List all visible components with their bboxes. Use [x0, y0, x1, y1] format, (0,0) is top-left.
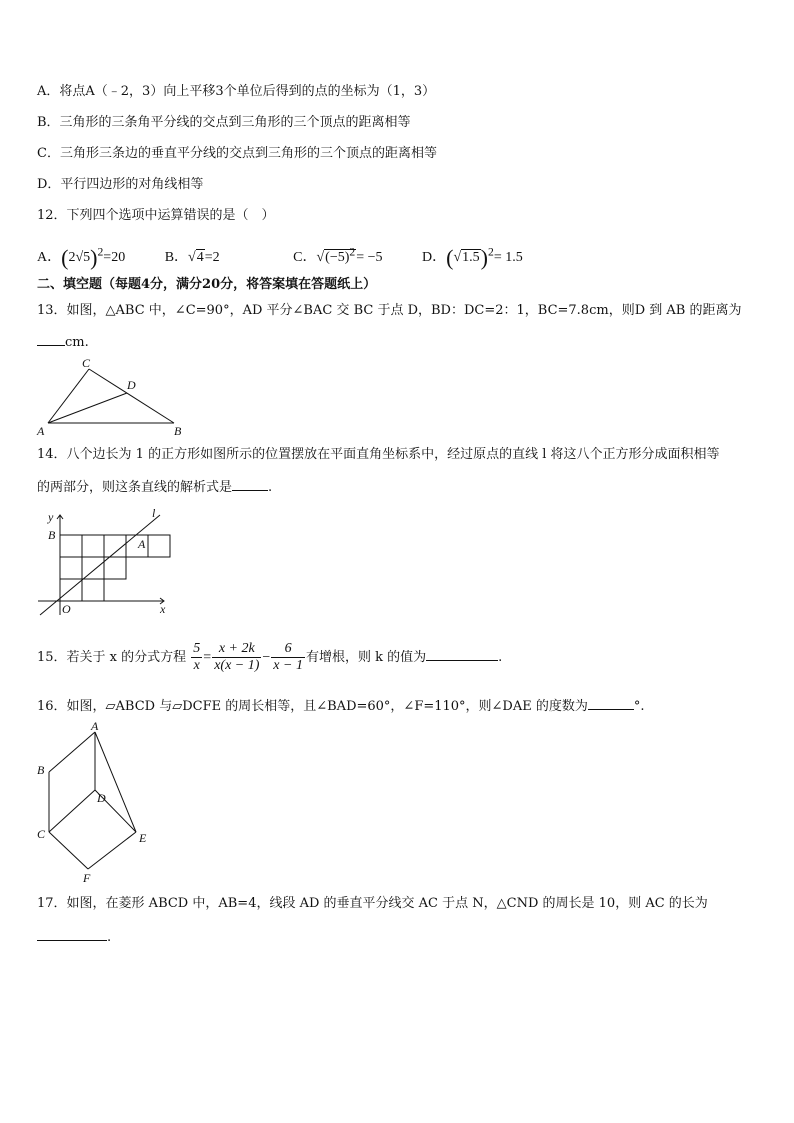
q12-options: [37, 240, 523, 270]
q12-stem: 12．下列四个选项中运算错误的是（ ）: [37, 208, 275, 223]
label-A: A: [37, 424, 45, 438]
fraction-3: $\frac{6}{x - 1}$: [273, 641, 303, 673]
q14-stem: 14．八个边长为 1 的正方形如图所示的位置摆放在平面直角坐标系中，经过原点的直线 l 将这八个正方形分成面积相等: [37, 447, 720, 462]
q11-option-a: A．将点A（﹣2，3）向上平移3个单位后得到的点的坐标为（1，3）: [37, 84, 436, 99]
q13-stem: 13．如图，△ABC 中，∠C=90°，AD 平分∠BAC 交 BC 于点 D，BD：DC=2：1，BC=7.8cm，则D 到 AB 的距离为: [37, 303, 742, 318]
q14-stem-2: 的两部分，则这条直线的解析式是 .: [37, 480, 273, 495]
q17-stem: 17．如图，在菱形 ABCD 中，AB=4，线段 AD 的垂直平分线交 AC 于点 N，△CND 的周长是 10，则 AC 的长为: [37, 896, 708, 911]
label-O: O: [62, 602, 71, 616]
q16-stem: 16．如图，▱ABCD 与▱DCFE 的周长相等，且∠BAD=60°，∠F=110°，则∠DAE 的度数为 °.: [37, 699, 645, 714]
answer-blank[interactable]: [37, 928, 107, 941]
label-E: E: [139, 831, 147, 845]
answer-blank[interactable]: [232, 478, 268, 491]
q12-d: D．$(√1.5)^2= 1.5$: [422, 244, 523, 270]
label-B: B: [48, 528, 56, 542]
label-y: y: [48, 510, 54, 524]
label-D: D: [97, 791, 106, 805]
q16-parallelograms-figure: [30, 722, 160, 887]
label-l: l: [152, 506, 156, 520]
section-heading: 二、填空题（每题4分，满分20分，将答案填在答题纸上）: [37, 277, 377, 292]
label-A: A: [138, 537, 146, 551]
label-x: x: [160, 602, 166, 616]
answer-blank[interactable]: [426, 648, 498, 661]
q17-answer-line: .: [37, 928, 111, 947]
label-C: C: [82, 356, 91, 370]
q11-option-d: D．平行四边形的对角线相等: [37, 177, 204, 192]
fraction-1: $\frac{5}{x}$: [193, 641, 201, 673]
q11-option-c: C．三角形三条边的垂直平分线的交点到三角形的三个顶点的距离相等: [37, 146, 437, 161]
q13-answer-line: cm.: [37, 333, 89, 352]
label-B: B: [37, 763, 45, 777]
answer-blank[interactable]: [37, 333, 65, 346]
q14-squares-figure: [34, 505, 174, 617]
q12-a: A．$(2√5)^2=20$: [37, 244, 126, 270]
label-D: D: [127, 378, 136, 392]
q12-c: C．$√(-5)^2= -5$: [293, 245, 383, 265]
q15-stem: 15．若关于 x 的分式方程 $\frac{5}{x}$ = $\frac{x + 2k}{x(x - 1)}$ − $\frac{6}{x - 1}$ 有增根，则 k 的值为 .: [37, 641, 503, 673]
label-A: A: [91, 722, 99, 733]
label-C: C: [37, 827, 46, 841]
label-B: B: [174, 424, 182, 438]
label-F: F: [83, 871, 91, 885]
fraction-2: $\frac{x + 2k}{x(x - 1)}$: [214, 641, 260, 673]
answer-blank[interactable]: [588, 697, 634, 710]
q13-triangle-figure: [32, 355, 192, 440]
q11-option-b: B．三角形的三条角平分线的交点到三角形的三个顶点的距离相等: [37, 115, 411, 130]
q12-b: B．√4=2: [164, 249, 220, 265]
